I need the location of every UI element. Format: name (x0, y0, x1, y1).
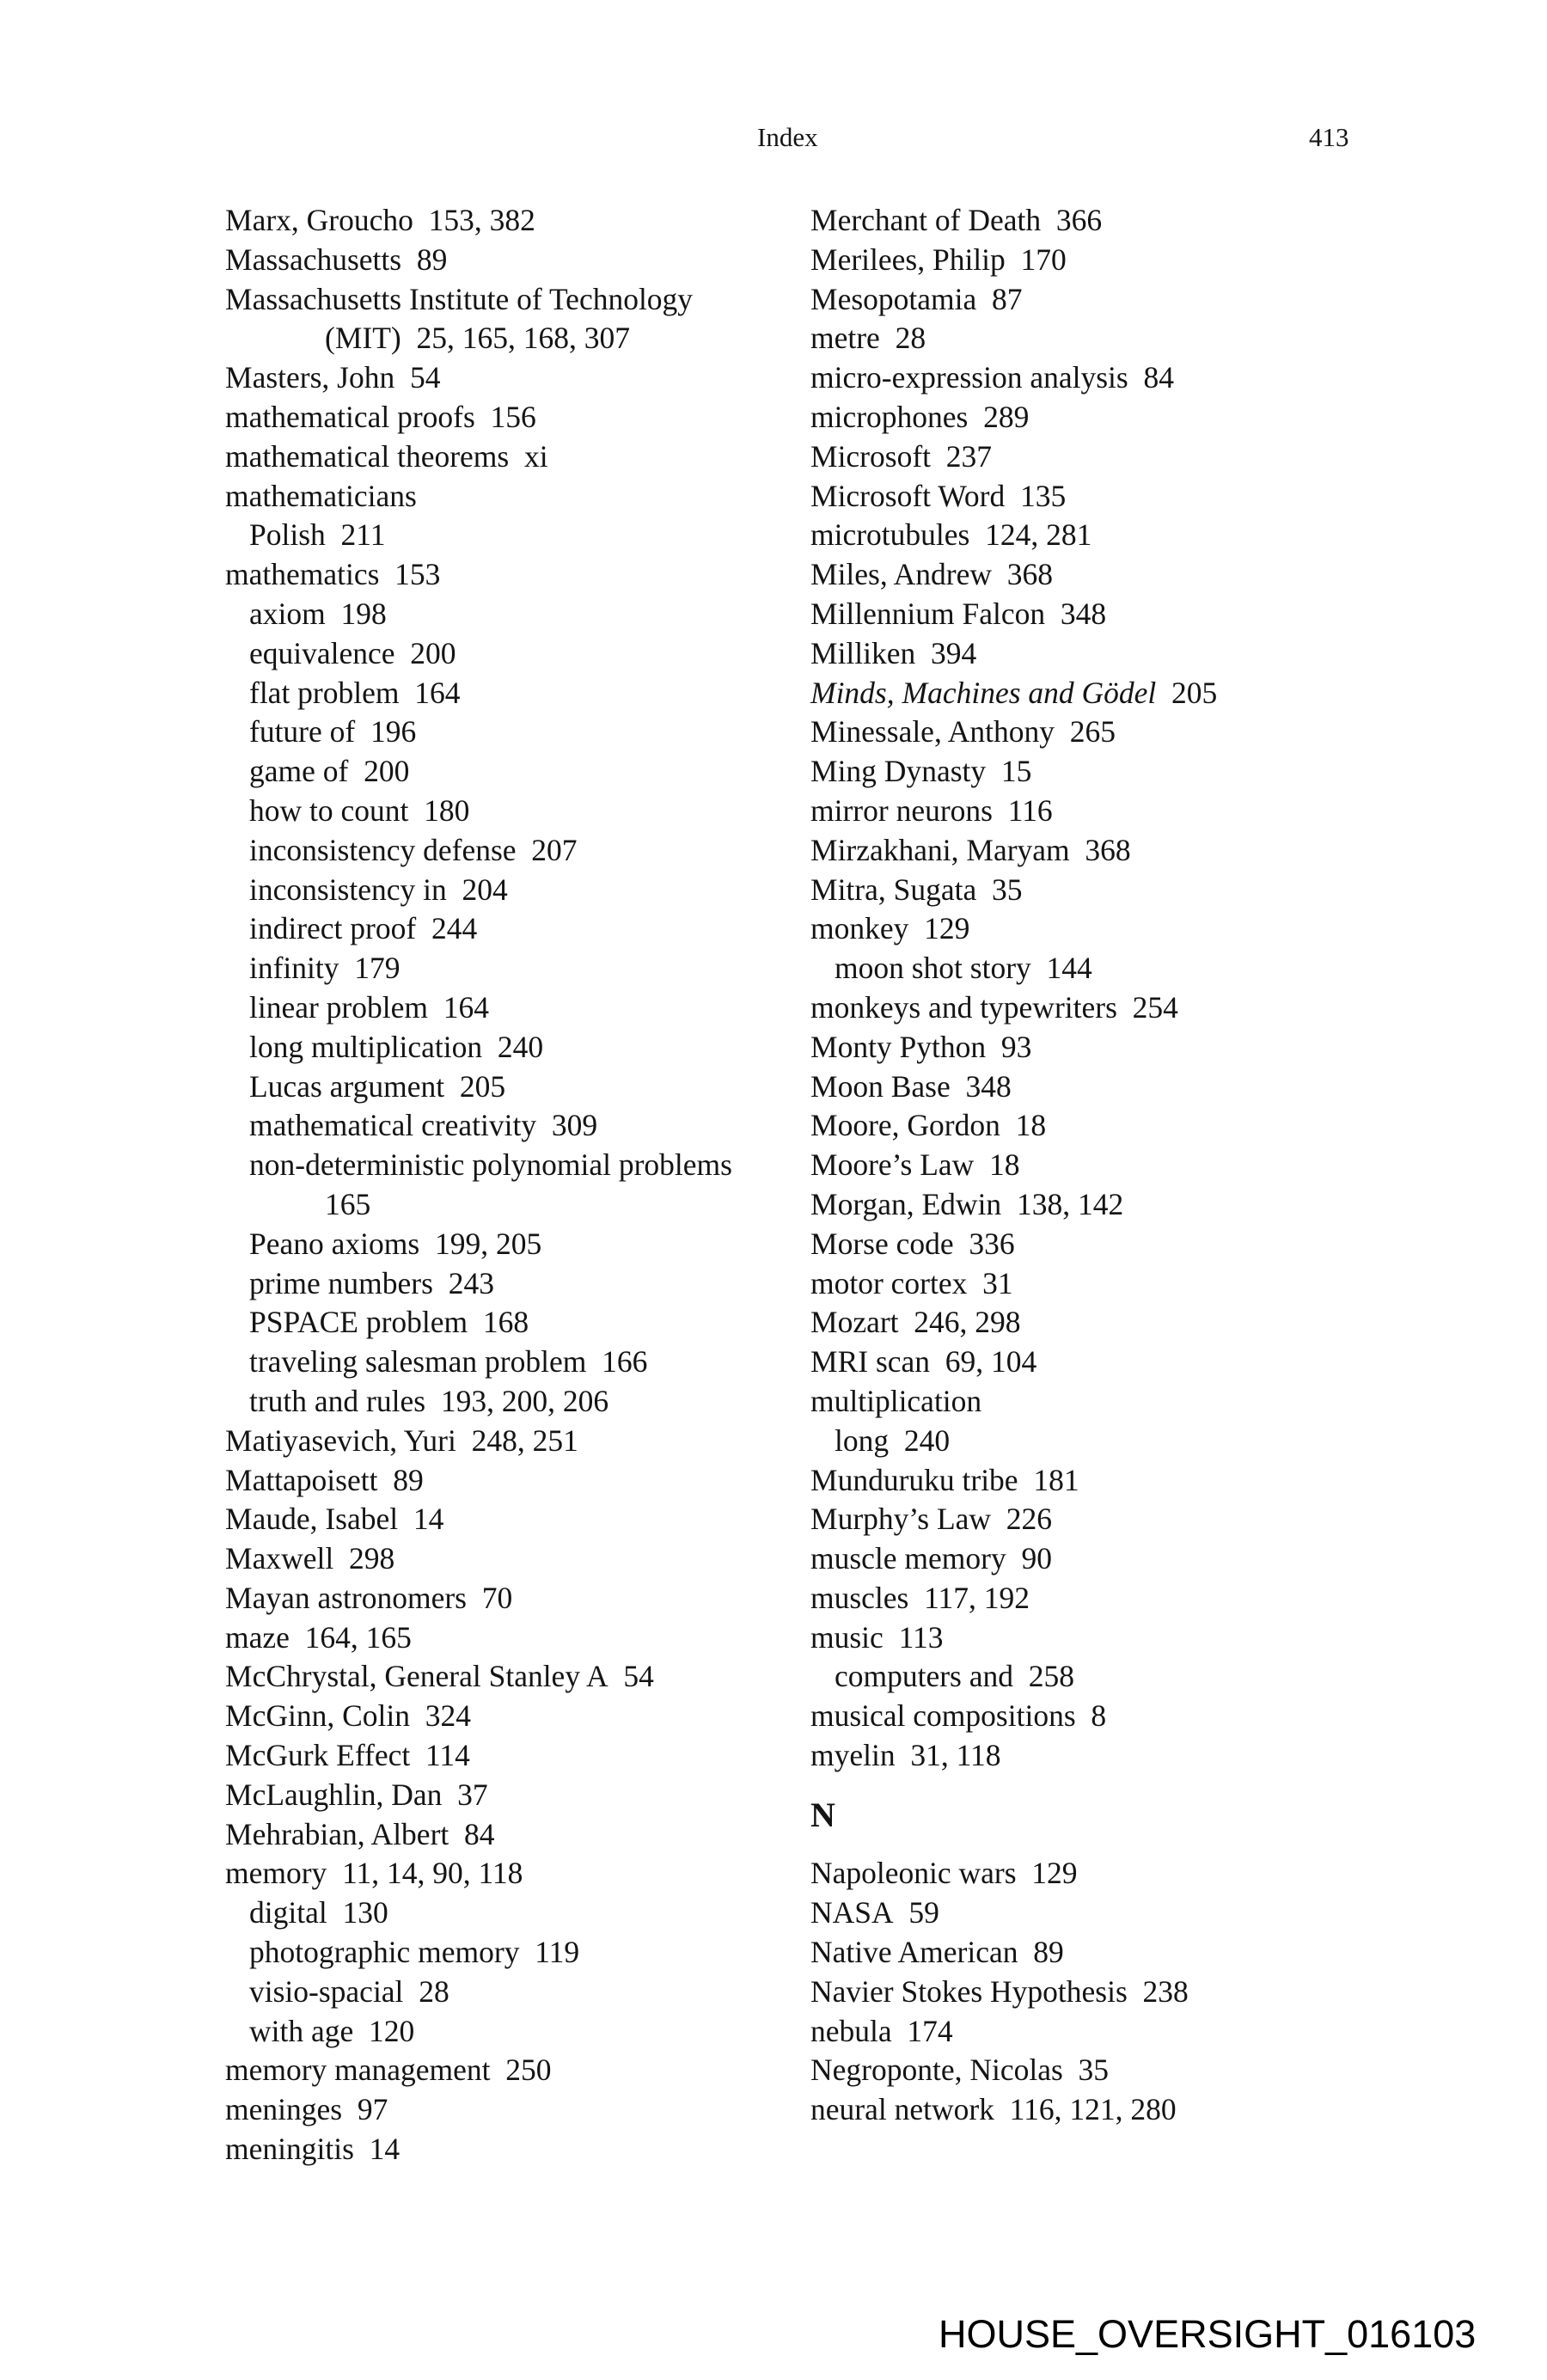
index-entry-continuation (225, 1185, 775, 1225)
entry-pages: 156 (490, 399, 536, 434)
entry-term: (MIT) (325, 321, 401, 356)
entry-pages: 179 (354, 951, 401, 986)
index-entry (810, 555, 1361, 595)
entry-pages: 28 (895, 321, 926, 356)
index-subentry (225, 1343, 775, 1382)
entry-term: MRI scan (810, 1344, 931, 1380)
index-entry (225, 1697, 775, 1736)
index-subentry (225, 1106, 775, 1146)
entry-pages: 124, 281 (985, 517, 1092, 553)
entry-term: flat problem (249, 675, 400, 710)
index-entry (810, 1697, 1361, 1736)
entry-pages: 166 (602, 1344, 648, 1380)
index-column-left (225, 201, 775, 2169)
index-entry (810, 1579, 1361, 1618)
index-subentry (225, 634, 775, 674)
index-entry (810, 1185, 1361, 1225)
entry-term: indirect proof (249, 911, 417, 946)
entry-pages: 394 (931, 635, 977, 670)
index-subentry (810, 1657, 1361, 1697)
entry-pages: 70 (481, 1580, 513, 1615)
entry-pages: xi (523, 438, 548, 474)
entry-term: Polish (249, 517, 326, 553)
entry-term: Milliken (810, 635, 916, 670)
entry-term: muscle memory (810, 1541, 1006, 1576)
index-subentry (225, 595, 775, 634)
entry-pages: 204 (462, 872, 508, 907)
index-entry (225, 477, 775, 517)
index-entry (810, 1303, 1361, 1343)
entry-term: Negroponte, Nicolas (810, 2053, 1063, 2088)
entry-term: Masters, John (225, 360, 395, 395)
index-entry (810, 201, 1361, 241)
index-subentry (225, 792, 775, 831)
entry-term: mathematical theorems (225, 438, 510, 474)
entry-term: Microsoft (810, 438, 932, 474)
entry-term: linear problem (249, 989, 428, 1025)
entry-pages: 211 (340, 517, 386, 553)
entry-term: Monty Python (810, 1029, 987, 1064)
entry-term: Minessale, Anthony (810, 714, 1055, 749)
index-subentry (225, 713, 775, 752)
index-entry (810, 1973, 1361, 2012)
entry-pages: 89 (393, 1462, 424, 1497)
entry-pages: 368 (1006, 557, 1054, 592)
entry-pages: 199, 205 (434, 1226, 542, 1261)
entry-term: Mitra, Sugata (810, 872, 977, 907)
n-entries (810, 1854, 1361, 2130)
index-entry (810, 634, 1361, 674)
index-entry (225, 1736, 775, 1776)
entry-term: Moore’s Law (810, 1147, 975, 1183)
index-entry (810, 1461, 1361, 1501)
entry-term: Miles, Andrew (810, 557, 993, 592)
entry-term: microtubules (810, 517, 970, 553)
entry-term: muscles (810, 1580, 909, 1615)
entry-term: McLaughlin, Dan (225, 1777, 443, 1812)
entry-pages: 240 (497, 1029, 544, 1064)
entry-term: inconsistency defense (249, 832, 517, 867)
index-subentry (225, 1894, 775, 1933)
entry-term: Moore, Gordon (810, 1108, 1000, 1143)
entry-pages: 135 (1019, 478, 1067, 513)
index-subentry (225, 949, 775, 988)
entry-term: micro-expression analysis (810, 360, 1128, 395)
entry-pages: 336 (969, 1226, 1015, 1261)
entry-pages: 18 (1015, 1108, 1047, 1143)
entry-term: Lucas argument (249, 1068, 445, 1104)
entry-term: metre (810, 321, 880, 356)
index-subentry (225, 1382, 775, 1422)
entry-term: Mirzakhani, Maryam (810, 832, 1070, 867)
entry-term: digital (249, 1895, 327, 1930)
entry-pages: 97 (357, 2092, 388, 2127)
entry-pages: 250 (505, 2053, 552, 2088)
index-subentry (225, 1146, 775, 1185)
entry-pages: 205 (459, 1068, 506, 1104)
index-entry (810, 752, 1361, 792)
entry-pages: 37 (457, 1777, 488, 1812)
entry-term: multiplication (810, 1383, 982, 1418)
entry-pages: 15 (1000, 754, 1032, 789)
entry-pages: 14 (413, 1502, 444, 1537)
entry-term: game of (249, 754, 349, 789)
entry-term: Mehrabian, Albert (225, 1816, 449, 1851)
index-entry (225, 398, 775, 437)
entry-term: axiom (249, 596, 326, 631)
index-entry (810, 1539, 1361, 1579)
entry-term: Merchant of Death (810, 203, 1042, 237)
entry-pages: 90 (1021, 1541, 1052, 1576)
entry-pages: 14 (369, 2132, 401, 2167)
index-entry (225, 280, 775, 320)
entry-term: PSPACE problem (249, 1305, 468, 1340)
entry-pages: 28 (419, 1973, 449, 2009)
entry-term: photographic memory (249, 1935, 520, 1970)
entry-pages: 237 (945, 438, 993, 474)
entry-term: memory management (225, 2053, 491, 2088)
entry-term: mathematical proofs (225, 399, 475, 434)
index-subentry (225, 988, 775, 1028)
entry-term: truth and rules (249, 1383, 426, 1418)
entry-pages: 153, 382 (428, 203, 535, 237)
entry-term: Moon Base (810, 1068, 951, 1104)
index-entry (810, 1225, 1361, 1264)
entry-term: Mayan astronomers (225, 1580, 467, 1615)
index-entry (810, 871, 1361, 910)
entry-term: prime numbers (249, 1265, 433, 1300)
entry-term: Merilees, Philip (810, 242, 1006, 277)
entry-pages: 248, 251 (471, 1422, 578, 1458)
entry-term: monkeys and typewriters (810, 989, 1117, 1025)
index-entry (810, 319, 1361, 358)
entry-term: Massachusetts Institute of Technology (225, 281, 694, 316)
index-entry-continuation (225, 319, 775, 358)
index-subentry (225, 1225, 775, 1264)
entry-term: music (810, 1619, 884, 1655)
entry-pages: 180 (424, 792, 470, 828)
index-entry (810, 1894, 1361, 1933)
entry-term: equivalence (249, 635, 395, 670)
entry-pages: 31, 118 (910, 1738, 1001, 1773)
entry-pages: 165 (325, 1186, 371, 1221)
entry-pages: 226 (1006, 1502, 1053, 1537)
page-number: 413 (1309, 122, 1349, 152)
index-entry (225, 437, 775, 477)
index-entry (810, 1500, 1361, 1539)
entry-pages: 200 (364, 754, 410, 789)
entry-pages: 348 (965, 1068, 1012, 1104)
index-entry (810, 1146, 1361, 1185)
index-subentry (225, 752, 775, 792)
entry-pages: 113 (898, 1619, 944, 1655)
entry-pages: 174 (907, 2013, 953, 2048)
index-entry (225, 1618, 775, 1658)
index-entry (810, 1343, 1361, 1382)
entry-pages: 366 (1055, 203, 1103, 237)
entry-pages: 130 (342, 1895, 388, 1930)
entry-term: Morse code (810, 1226, 954, 1261)
entry-pages: 116 (1007, 792, 1053, 828)
index-entry (810, 792, 1361, 831)
entry-term: Minds, Machines and Gödel (810, 675, 1157, 710)
entry-term: meningitis (225, 2132, 354, 2167)
entry-pages: 164, 165 (304, 1619, 412, 1655)
entry-term: McChrystal, General Stanley A (225, 1659, 608, 1694)
entry-term: Navier Stokes Hypothesis (810, 1973, 1128, 2009)
entry-term: Ming Dynasty (810, 754, 987, 789)
entry-term: Peano axioms (249, 1226, 420, 1261)
entry-term: long multiplication (249, 1029, 483, 1064)
entry-pages: 258 (1028, 1659, 1075, 1694)
index-subentry (225, 1068, 775, 1107)
entry-term: myelin (810, 1738, 896, 1773)
index-subentry (225, 1973, 775, 2012)
entry-pages: 254 (1132, 989, 1178, 1025)
entry-pages: 205 (1171, 675, 1218, 710)
index-entry (810, 831, 1361, 871)
entry-term: future of (249, 714, 356, 749)
entry-pages: 240 (903, 1422, 951, 1458)
entry-term: traveling salesman problem (249, 1344, 587, 1380)
index-subentry (225, 1028, 775, 1068)
entry-pages: 244 (431, 911, 478, 946)
m-entries (810, 201, 1361, 1776)
entry-term: memory (225, 1856, 327, 1891)
index-entry (810, 595, 1361, 634)
index-entry (810, 713, 1361, 752)
index-entry (225, 1500, 775, 1539)
entry-pages: 84 (464, 1816, 495, 1851)
index-entry (810, 516, 1361, 555)
entry-pages: 84 (1143, 360, 1174, 395)
entry-term: Mozart (810, 1305, 899, 1340)
entry-term: Napoleonic wars (810, 1856, 1017, 1891)
entry-term: McGinn, Colin (225, 1698, 410, 1734)
entry-pages: 35 (992, 872, 1023, 907)
index-entry (810, 1028, 1361, 1068)
entry-term: Matiyasevich, Yuri (225, 1422, 456, 1458)
entry-term: Mattapoisett (225, 1462, 378, 1497)
index-entry (810, 1264, 1361, 1304)
index-entry (225, 2090, 775, 2130)
entry-term: how to count (249, 792, 409, 828)
entry-pages: 54 (409, 360, 441, 395)
entry-term: motor cortex (810, 1265, 968, 1300)
index-entry (225, 1815, 775, 1855)
entry-pages: 129 (924, 911, 970, 946)
entry-pages: 138, 142 (1016, 1186, 1124, 1221)
index-entry (225, 1579, 775, 1618)
index-subentry (225, 674, 775, 713)
index-entry (225, 555, 775, 595)
entry-pages: 324 (425, 1698, 471, 1734)
entry-pages: 87 (992, 281, 1023, 316)
index-entry (225, 358, 775, 398)
entry-term: long (835, 1422, 890, 1458)
entry-pages: 198 (340, 596, 387, 631)
entry-pages: 193, 200, 206 (440, 1383, 609, 1418)
entry-term: neural network (810, 2092, 994, 2127)
index-entry (225, 1854, 775, 1894)
index-subentry (225, 1264, 775, 1304)
index-subentry (225, 2012, 775, 2052)
entry-pages: 289 (983, 399, 1030, 434)
index-entry (810, 477, 1361, 517)
entry-term: Microsoft Word (810, 478, 1006, 513)
entry-pages: 89 (1033, 1935, 1064, 1970)
entry-term: NASA (810, 1895, 894, 1930)
entry-pages: 298 (348, 1541, 395, 1576)
entry-pages: 170 (1020, 242, 1067, 277)
entry-pages: 238 (1142, 1973, 1189, 2009)
entry-term: infinity (249, 951, 339, 986)
index-entry (225, 1461, 775, 1501)
entry-pages: 31 (982, 1265, 1013, 1300)
entry-term: maze (225, 1619, 290, 1655)
running-title: Index (757, 122, 818, 152)
index-entry (810, 909, 1361, 949)
entry-pages: 200 (410, 635, 456, 670)
index-entry (225, 1776, 775, 1815)
index-entry (810, 358, 1361, 398)
entry-pages: 120 (369, 2013, 415, 2048)
entry-term: mirror neurons (810, 792, 993, 828)
entry-term: moon shot story (835, 951, 1031, 986)
entry-term: Millennium Falcon (810, 596, 1046, 631)
index-subentry (225, 1303, 775, 1343)
entry-pages: 69, 104 (945, 1344, 1037, 1380)
index-subentry (225, 909, 775, 949)
index-entry (225, 1422, 775, 1461)
entry-term: mathematicians (225, 478, 417, 513)
entry-pages: 54 (623, 1659, 654, 1694)
section-letter-heading: N (810, 1795, 835, 1834)
entry-pages: 114 (425, 1738, 470, 1773)
entry-pages: 25, 165, 168, 307 (416, 321, 630, 356)
entry-pages: 59 (908, 1895, 939, 1930)
index-subentry (225, 831, 775, 871)
entry-term: mathematical creativity (249, 1108, 537, 1143)
entry-pages: 168 (482, 1305, 529, 1340)
index-entry (810, 1068, 1361, 1107)
entry-pages: 164 (414, 675, 461, 710)
entry-term: mathematics (225, 557, 380, 592)
index-entry (810, 241, 1361, 280)
index-entry (810, 280, 1361, 320)
index-entry (810, 1618, 1361, 1658)
entry-pages: 207 (531, 832, 578, 867)
index-entry (810, 437, 1361, 477)
entry-term: non-deterministic polynomial problems (249, 1147, 732, 1183)
entry-pages: 164 (443, 989, 489, 1025)
entry-pages: 117, 192 (924, 1580, 1030, 1615)
entry-term: Maude, Isabel (225, 1502, 399, 1537)
entry-pages: 129 (1031, 1856, 1078, 1891)
entry-pages: 35 (1078, 2053, 1110, 2088)
bates-stamp: HOUSE_OVERSIGHT_016103 (939, 2312, 1477, 2356)
index-entry (810, 988, 1361, 1028)
entry-pages: 18 (989, 1147, 1020, 1183)
entry-pages: 368 (1085, 832, 1131, 867)
index-entry (810, 1106, 1361, 1146)
entry-term: Morgan, Edwin (810, 1186, 1002, 1221)
entry-term: nebula (810, 2013, 892, 2048)
entry-pages: 89 (416, 242, 448, 277)
index-entry (810, 1854, 1361, 1894)
entry-pages: 265 (1069, 714, 1116, 749)
index-entry (810, 398, 1361, 437)
entry-term: Marx, Groucho (225, 203, 413, 237)
entry-pages: 181 (1033, 1462, 1079, 1497)
entry-pages: 93 (1000, 1029, 1032, 1064)
index-entry (810, 2090, 1361, 2130)
entry-term: musical compositions (810, 1698, 1076, 1734)
index-subentry (225, 516, 775, 555)
entry-pages: 8 (1091, 1698, 1107, 1734)
index-entry (810, 2051, 1361, 2090)
index-entry (810, 1736, 1361, 1776)
index-entry (810, 1382, 1361, 1422)
index-entry (225, 1539, 775, 1579)
entry-term: Munduruku tribe (810, 1462, 1018, 1497)
index-entry (225, 241, 775, 280)
entry-pages: 246, 298 (914, 1305, 1021, 1340)
entry-pages: 196 (370, 714, 417, 749)
index-column-right (810, 201, 1361, 2130)
entry-pages: 116, 121, 280 (1009, 2092, 1177, 2127)
entry-term: computers and (835, 1659, 1014, 1694)
entry-term: Mesopotamia (810, 281, 977, 316)
index-entry (810, 1933, 1361, 1973)
index-entry (225, 1657, 775, 1697)
entry-term: Murphy’s Law (810, 1502, 992, 1537)
entry-term: Maxwell (225, 1541, 334, 1576)
index-subentry (810, 949, 1361, 988)
index-entry (225, 2130, 775, 2169)
index-entry (810, 2012, 1361, 2052)
entry-term: monkey (810, 911, 909, 946)
entry-pages: 243 (448, 1265, 494, 1300)
entry-term: visio-spacial (249, 1973, 404, 2009)
entry-pages: 309 (551, 1108, 598, 1143)
entry-pages: 144 (1046, 951, 1092, 986)
index-entry (225, 201, 775, 241)
entry-pages: 11, 14, 90, 118 (342, 1856, 523, 1891)
index-subentry (810, 1422, 1361, 1461)
entry-term: inconsistency in (249, 872, 447, 907)
entry-pages: 153 (394, 557, 441, 592)
entry-term: Native American (810, 1935, 1018, 1970)
entry-term: meninges (225, 2092, 343, 2127)
index-subentry (225, 871, 775, 910)
entry-pages: 348 (1060, 596, 1107, 631)
entry-term: Massachusetts (225, 242, 402, 277)
entry-term: microphones (810, 399, 969, 434)
entry-term: with age (249, 2013, 354, 2048)
entry-pages: 119 (535, 1935, 580, 1970)
index-subentry (225, 1933, 775, 1973)
index-entry (810, 674, 1361, 713)
entry-term: McGurk Effect (225, 1738, 411, 1773)
index-entry (225, 2051, 775, 2090)
